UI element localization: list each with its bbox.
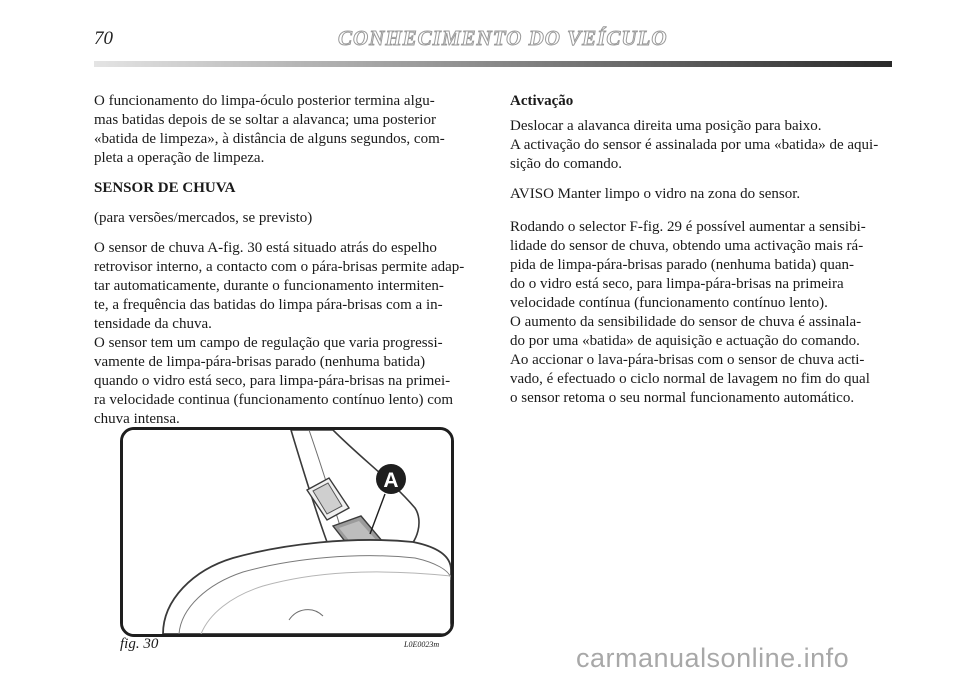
figure-caption: fig. 30 — [120, 636, 159, 652]
figure-code: L0E0023m — [404, 640, 440, 649]
activation-paragraph-2: A activação do sensor é assinalada por uma «batida» de aqui- sição do comando. — [510, 137, 879, 172]
section-heading: SENSOR DE CHUVA — [94, 180, 236, 196]
washer-paragraph: Ao accionar o lava-pára-brisas com o sensor de chuva acti- vado, é efectuado o ciclo normal de lavagem no fim do qual o sensor retoma o seu normal funcionamento automático. — [510, 352, 870, 406]
callout-label: A — [383, 469, 399, 492]
rain-sensor-illustration — [123, 430, 451, 634]
activation-paragraph-1: Deslocar a alavanca direita uma posição para baixo. — [510, 118, 822, 134]
section-subheading: (para versões/mercados, se previsto) — [94, 210, 313, 226]
intro-paragraph: O funcionamento do limpa-óculo posterior termina algu- mas batidas depois de se soltar a alavanca; uma posterior «batida de limpeza», à distância de alguns segundos, com- pleta a operação de limpeza. — [94, 93, 445, 166]
warning-paragraph: AVISO Manter limpo o vidro na zona do sensor. — [510, 186, 801, 202]
right-column — [510, 92, 894, 419]
left-column — [94, 92, 478, 440]
watermark: carmanualsonline.info — [576, 643, 850, 673]
sensitivity-signal-paragraph: O aumento da sensibilidade do sensor de chuva é assinala- do por uma «batida» de aquisição e actuação do comando. — [510, 314, 862, 349]
activation-heading: Activação — [510, 93, 574, 109]
header-rule — [94, 61, 892, 67]
page-number: 70 — [94, 28, 113, 49]
sensitivity-paragraph: Rodando o selector F-fig. 29 é possível aumentar a sensibi- lidade do sensor de chuva, obtendo uma activação mais rá- pida de limpa-pára-brisas parado (nenhuma batida) quan- do o vidro está seco, para limpa-pára-brisas na primeira velocidade contínua (funcionamento contínuo lento). — [510, 219, 866, 311]
sensor-paragraph-1: O sensor de chuva A-fig. 30 está situado atrás do espelho retrovisor interno, a contacto com o pára-brisas permite adap- tar automaticamente, durante o funcionamento intermiten- te, a frequência das batidas do limpa pára-brisas com a in- tensidade da chuva. — [94, 240, 465, 332]
chapter-title: CONHECIMENTO DO VEÍCULO — [338, 26, 668, 50]
figure-rain-sensor — [120, 427, 454, 637]
sensor-paragraph-2: O sensor tem um campo de regulação que varia progressi- vamente de limpa-pára-brisas parado (nenhuma batida) quando o vidro está seco, para limpa-pára-brisas na primei- ra velocidade continua (funcionamento contínuo lento) com chuva intensa. — [94, 335, 454, 427]
